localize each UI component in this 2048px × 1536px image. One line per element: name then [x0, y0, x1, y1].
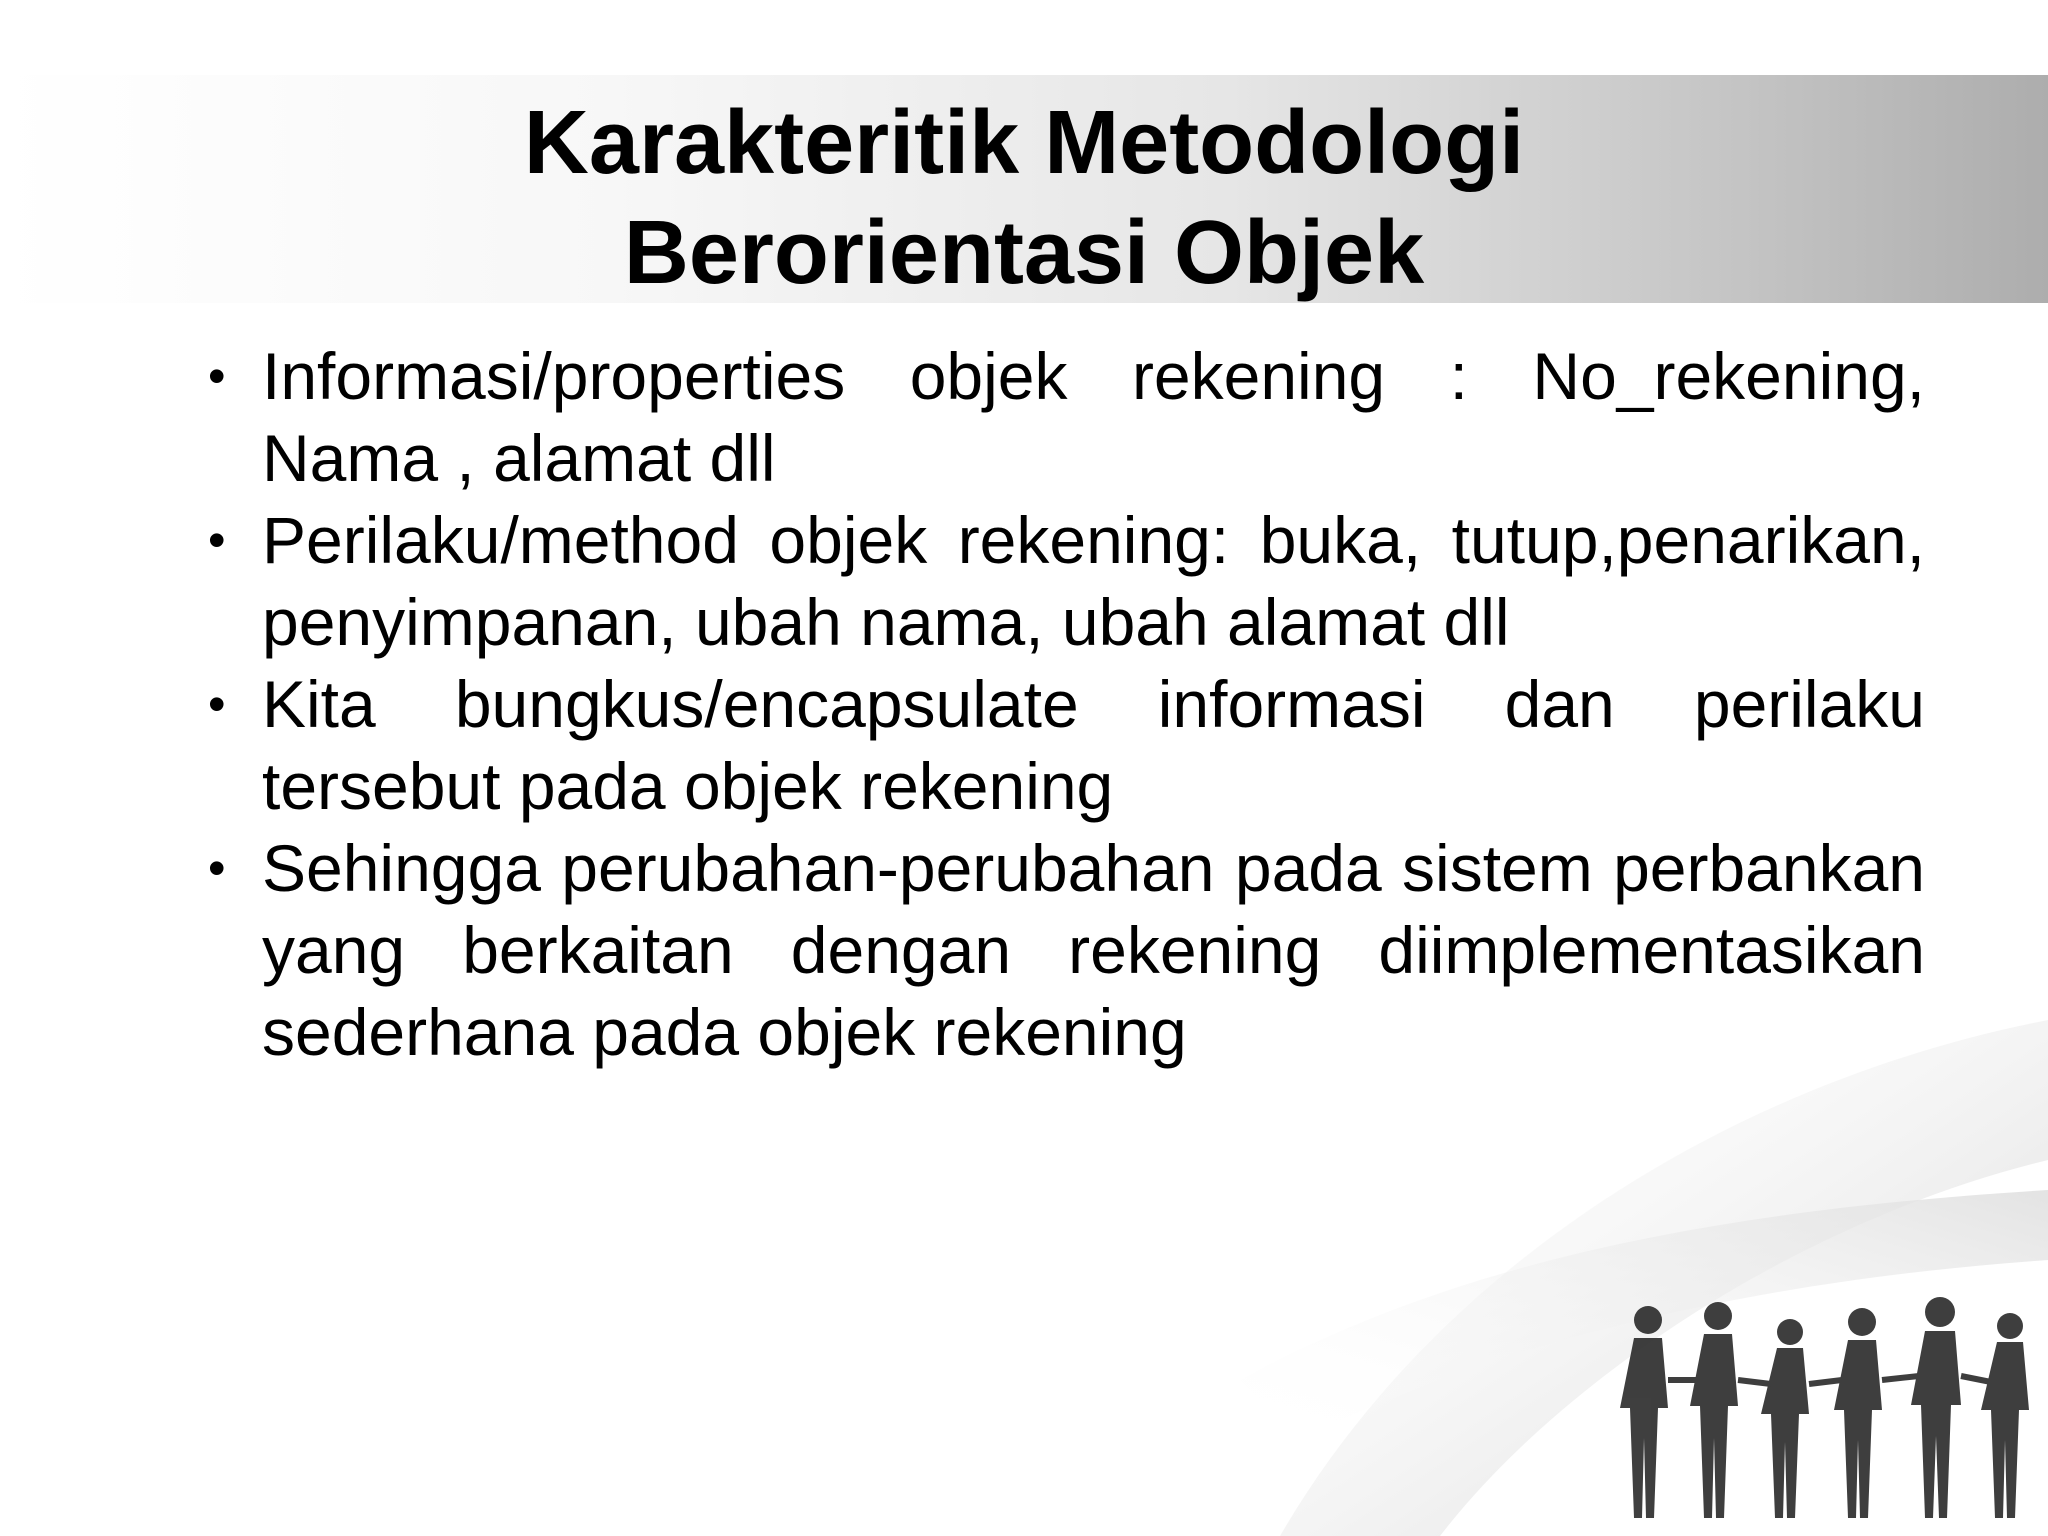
person-silhouette	[1911, 1297, 1961, 1518]
people-silhouette-decoration	[1240, 960, 2048, 1536]
person-silhouette	[1761, 1319, 1809, 1518]
title-line-1: Karakteritik Metodologi	[523, 93, 1525, 193]
bullet-item	[200, 335, 1925, 499]
bullet-icon: •	[208, 512, 226, 568]
bullet-text: Sehingga perubahan-perubahan pada sistem perbankan yang berkaitan dengan rekening diimplementasikan sederhana pada objek rekening	[262, 831, 1925, 1069]
bullet-icon: •	[208, 348, 226, 404]
bullet-item	[200, 499, 1925, 663]
slide-title	[200, 88, 1848, 308]
bullet-text: Perilaku/method objek rekening: buka, tutup,penarikan, penyimpanan, ubah nama, ubah alamat dll	[262, 503, 1925, 659]
person-silhouette	[1690, 1302, 1738, 1518]
people-group	[1620, 1297, 2029, 1518]
person-silhouette	[1834, 1308, 1882, 1518]
title-line-2: Berorientasi Objek	[623, 203, 1425, 303]
person-silhouette	[1981, 1313, 2029, 1518]
bullet-icon: •	[208, 840, 226, 896]
bullet-icon: •	[208, 676, 226, 732]
bullet-item	[200, 663, 1925, 827]
bullet-text: Informasi/properties objek rekening : No_rekening, Nama , alamat dll	[262, 339, 1925, 495]
bullet-text: Kita bungkus/encapsulate informasi dan perilaku tersebut pada objek rekening	[262, 667, 1925, 823]
